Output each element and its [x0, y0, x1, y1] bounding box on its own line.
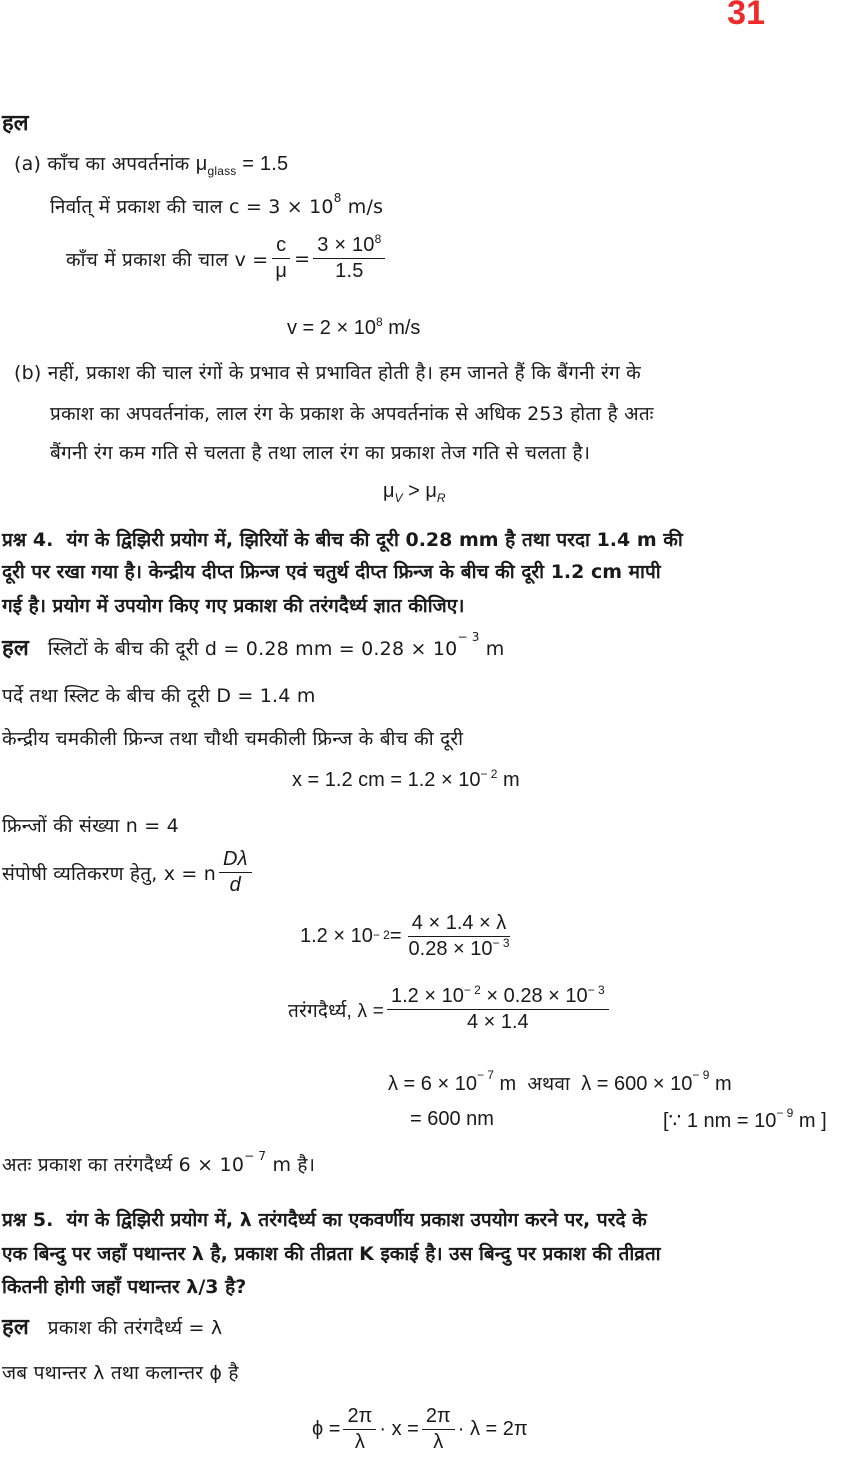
part-a-label: (a) — [14, 153, 42, 175]
q5-solution-line2: जब पथान्तर λ तथा कलान्तर ϕ है — [2, 1362, 239, 1384]
question4-line2: दूरी पर रखा गया है। केन्द्रीय दीप्त फ्रिन्ज एवं चतुर्थ दीप्त फ्रिन्ज के बीच की दूरी 1.2 cm मापी — [2, 561, 661, 583]
part-b-line1: (b) नहीं, प्रकाश की चाल रंगों के प्रभाव से प्रभावित होती है। हम जानते हैं कि बैंगनी रंग के — [14, 362, 641, 384]
q4-equation1: 1.2 × 10 $^{- 2}$ = $\frac{4 \times 1.4 \times \lambda}{0.28 \times 10^{- 3}}$ — [300, 912, 510, 960]
q4-solution-line1: हल स्लिटों के बीच की दूरी d = 0.28 mm = $0.28 \times 10^{- 3}$ m — [2, 630, 505, 661]
question4-label: प्रश्न 4. — [2, 529, 54, 551]
part-a-line3: काँच में प्रकाश की चाल v = $\frac{c}{\mu}$ = $\frac{3 \times 10^8}{1.5}$ — [66, 234, 388, 283]
part-b-relation: $\mu_V > \mu_R$ — [383, 480, 446, 505]
q4-solution-line5: फ्रिन्जों की संख्या n = 4 — [2, 815, 179, 837]
q5-phase-formula: ϕ = $\frac{2\pi}{\lambda}$ · x = $\frac{2\pi}{\lambda}$ · λ = 2π — [312, 1405, 528, 1453]
q4-conclusion: अतः प्रकाश का तरंगदैर्ध्य $6 \times 10^{- 7}$ m है। — [2, 1149, 316, 1176]
q4-result2-note: [∵ 1 nm = $10^{- 9}$ m ] — [663, 1106, 827, 1132]
q4-solution-line3: केन्द्रीय चमकीली फ्रिन्ज तथा चौथी चमकीली फ्रिन्ज के बीच की दूरी — [2, 728, 464, 750]
question4-line1: प्रश्न 4. यंग के द्विझिरी प्रयोग में, झिरियों के बीच की दूरी 0.28 mm है तथा परदा 1.4 m की — [2, 529, 683, 551]
solution-label: हल — [2, 111, 29, 136]
question5-label: प्रश्न 5. — [2, 1209, 54, 1231]
question5-line3: कितनी होगी जहाँ पथान्तर λ/3 है? — [2, 1276, 247, 1298]
page-number: 31 — [727, 0, 765, 32]
q4-equation2: तरंगदैर्ध्य, λ = $\frac{1.2 \times 10^{- 2} \times 0.28 \times 10^{- 3}}{4 \times 1.4}$ — [288, 985, 612, 1034]
question5-line2: एक बिन्दु पर जहाँ पथान्तर λ है, प्रकाश की तीव्रता K इकाई है। उस बिन्दु पर प्रकाश की तीव्रता — [2, 1243, 661, 1265]
part-a-line1: (a) काँच का अपवर्तनांक $\mu_{glass} = 1.5$ — [14, 153, 289, 178]
question5-line1: प्रश्न 5. यंग के द्विझिरी प्रयोग में, λ तरंगदैर्ध्य का एकवर्णीय प्रकाश उपयोग करने पर, परदे के — [2, 1209, 647, 1231]
part-a-line2: निर्वात् में प्रकाश की चाल $c = 3 \times 10^8$ m/s — [50, 191, 384, 218]
q4-result1: $\lambda = 6 \times 10^{- 7}$ m अथवा $\lambda = 600 \times 10^{- 9}$ m — [388, 1068, 732, 1095]
q4-solution-line4: x = 1.2 cm = $1.2 \times 10^{- 2}$ m — [292, 767, 520, 791]
part-b-line2: प्रकाश का अपवर्तनांक, लाल रंग के प्रकाश के अपवर्तनांक से अधिक 253 होता है अतः — [50, 403, 654, 425]
q4-result2: = 600 nm — [410, 1108, 494, 1130]
part-b-line3: बैंगनी रंग कम गति से चलता है तथा लाल रंग का प्रकाश तेज गति से चलता है। — [50, 442, 591, 464]
question4-line3: गई है। प्रयोग में उपयोग किए गए प्रकाश की तरंगदैर्ध्य ज्ञात कीजिए। — [2, 595, 465, 617]
part-a-line4: $v = 2 \times 10^8$ m/s — [287, 315, 421, 339]
q4-solution-line2: पर्दे तथा स्लिट के बीच की दूरी D = 1.4 m — [2, 685, 316, 707]
q5-solution-line1: हल प्रकाश की तरंगदैर्ध्य = λ — [2, 1315, 223, 1340]
q4-solution-line6: संपोषी व्यतिकरण हेतु, x = n $\frac{D\lambda}{d}$ — [2, 848, 255, 897]
